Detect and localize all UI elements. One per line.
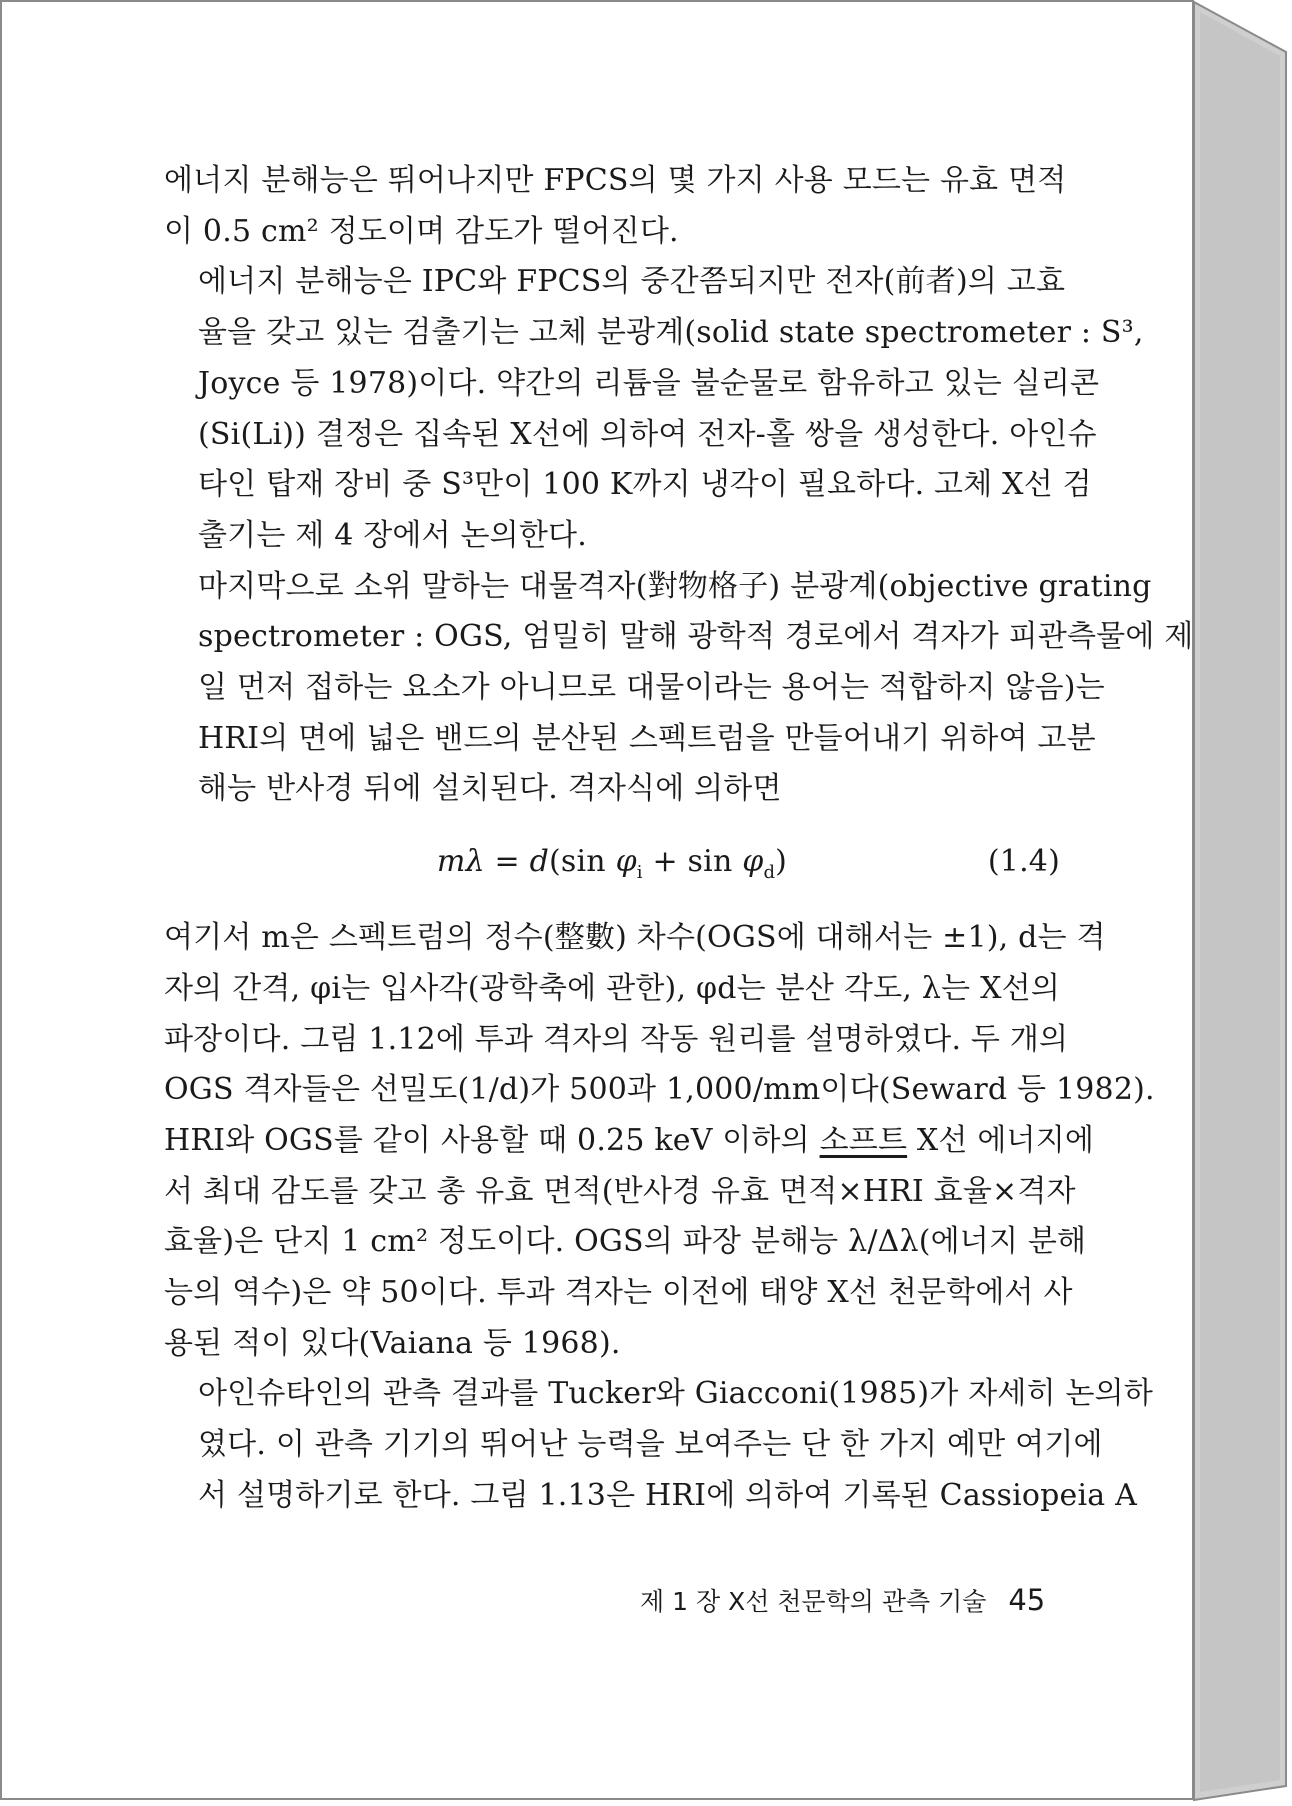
text-line: spectrometer : OGS, 엄밀히 말해 광학적 경로에서 격자가 피관측물에 제 [198, 619, 1194, 655]
text-line: 효율)은 단지 1 cm² 정도이다. OGS의 파장 분해능 λ/Δλ(에너지 분해 [164, 1224, 1087, 1260]
eq-sub-i: i [636, 862, 643, 884]
text-line: 에너지 분해능은 IPC와 FPCS의 중간쯤되지만 전자(前者)의 고효 [198, 264, 1066, 300]
eq-lambda: λ [465, 844, 485, 880]
eq-sub-d: d [763, 862, 776, 884]
page-number: 45 [1008, 1583, 1046, 1617]
paragraph-2 [164, 257, 1144, 561]
text-line: OGS 격자들은 선밀도(1/d)가 500과 1,000/mm이다(Seward 등 1982). [164, 1072, 1155, 1108]
text-line: 서 최대 감도를 갖고 총 유효 면적(반사경 유효 면적×HRI 효율×격자 [164, 1173, 1076, 1209]
body-text [164, 156, 1194, 1522]
grating-equation [164, 837, 1060, 888]
running-footer [640, 1582, 1045, 1618]
text-line: 파장이다. 그림 1.12에 투과 격자의 작동 원리를 설명하였다. 두 개의 [164, 1021, 1069, 1057]
text-line: 여기서 m은 스펙트럼의 정수(整數) 차수(OGS에 대해서는 ±1), d는 격 [164, 920, 1106, 956]
eq-open: (sin [549, 844, 616, 880]
text-line: 해능 반사경 뒤에 설치된다. 격자식에 의하면 [198, 771, 782, 807]
equation-block [164, 823, 1060, 901]
eq-close: ) [775, 844, 788, 880]
text-line: 마지막으로 소위 말하는 대물격자(對物格子) 분광계(objective grating [198, 568, 1152, 604]
text-line: 에너지 분해능은 뛰어나지만 FPCS의 몇 가지 사용 모드는 유효 면적 [164, 163, 1067, 198]
eq-m: m [436, 844, 466, 880]
paragraph-4 [164, 913, 1155, 1369]
footer-title: X선 천문학의 관측 기술 [728, 1587, 987, 1616]
paragraph-5 [164, 1369, 1154, 1521]
eq-d: d [529, 844, 549, 880]
eq-plus: + sin [642, 844, 743, 880]
text-line: HRI와 OGS를 같이 사용할 때 0.25 keV 이하의 소프트 X선 에너지에 [164, 1122, 1095, 1158]
text-line: 이 0.5 cm² 정도이며 감도가 떨어진다. [164, 213, 679, 249]
text-line: 서 설명하기로 한다. 그림 1.13은 HRI에 의하여 기록된 Cassiopeia A [198, 1477, 1137, 1513]
paragraph-3 [164, 562, 1194, 816]
text-line: 였다. 이 관측 기기의 뛰어난 능력을 보여주는 단 한 가지 예만 여기에 [198, 1427, 1103, 1463]
text-line: (Si(Li)) 결정은 집속된 X선에 의하여 전자-홀 쌍을 생성한다. 아인슈 [198, 416, 1097, 452]
underlined-term: 소프트 [819, 1122, 908, 1158]
equation-number: (1.4) [987, 844, 1060, 880]
text-line: 출기는 제 4 장에서 논의한다. [198, 517, 587, 553]
text-line: 타인 탑재 장비 중 S³만이 100 K까지 냉각이 필요하다. 고체 X선 검 [198, 467, 1092, 503]
eq-phi-d: φ [742, 844, 764, 880]
text-line: HRI의 면에 넓은 밴드의 분산된 스펙트럼을 만들어내기 위하여 고분 [198, 720, 1096, 756]
page-edge-shade [1200, 12, 1280, 1792]
eq-equals: = [484, 844, 530, 880]
text-line: Joyce 등 1978)이다. 약간의 리튬을 불순물로 함유하고 있는 실리콘 [198, 365, 1100, 401]
text-line: 용된 적이 있다(Vaiana 등 1968). [164, 1325, 621, 1361]
eq-phi-i: φ [615, 844, 637, 880]
footer-chapter: 제 1 장 [640, 1587, 721, 1616]
text-line: 능의 역수)은 약 50이다. 투과 격자는 이전에 태양 X선 천문학에서 사 [164, 1275, 1073, 1311]
text-line: 일 먼저 접하는 요소가 아니므로 대물이라는 용어는 적합하지 않음)는 [198, 670, 1105, 706]
text-line: 율을 갖고 있는 검출기는 고체 분광계(solid state spectrometer : S³, [198, 315, 1144, 351]
text-line: 아인슈타인의 관측 결과를 Tucker와 Giacconi(1985)가 자세히 논의하 [198, 1376, 1154, 1412]
paragraph-1 [164, 156, 1067, 257]
text-line: 자의 간격, φi는 입사각(광학축에 관한), φd는 분산 각도, λ는 X선의 [164, 970, 1060, 1006]
